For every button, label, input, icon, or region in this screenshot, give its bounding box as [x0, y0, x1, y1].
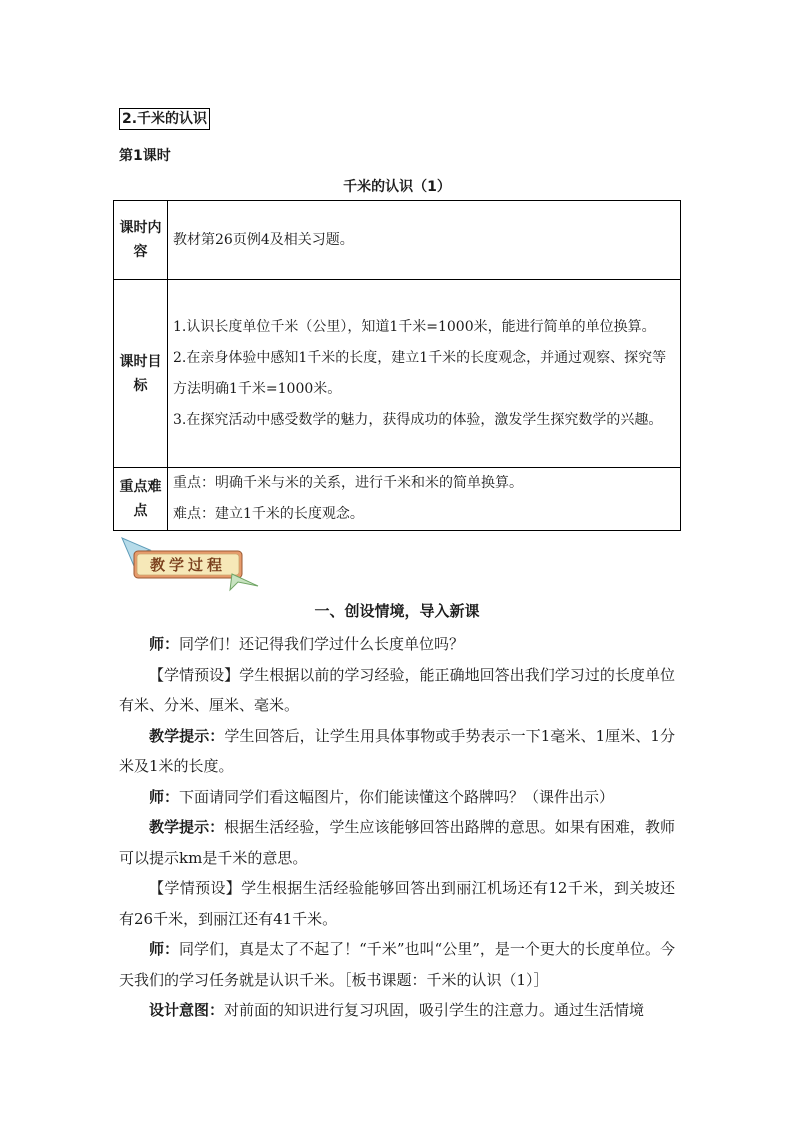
- table-title: 千米的认识（1）: [343, 179, 451, 195]
- paragraph-label: 师：: [149, 787, 180, 806]
- difficult-point: 难点：建立1千米的长度观念。: [173, 506, 364, 522]
- goal-item: 3.在探究活动中感受数学的魅力，获得成功的体验，激发学生探究数学的兴趣。: [173, 411, 663, 428]
- content-row: [114, 201, 681, 280]
- goal-item: 1.认识长度单位千米（公里），知道1千米=1000米，能进行简单的单位换算。: [173, 318, 656, 335]
- paragraph-text: 同学们，真是太了不起了！“千米”也叫“公里”，是一个更大的长度单位。今天我们的学习任务就是认识千米。［板书课题：千米的认识（1）］: [119, 940, 675, 989]
- content-text: 教材第26页例4及相关习题。: [168, 201, 681, 280]
- key-point: 重点：明确千米与米的关系，进行千米和米的简单换算。: [173, 475, 523, 491]
- goal-cell: [168, 280, 681, 468]
- paragraph: [119, 629, 675, 660]
- paragraph: [119, 782, 675, 813]
- paragraph-label: 【学情预设】: [149, 879, 242, 897]
- paragraph: [119, 812, 675, 873]
- banner-text: 教学过程: [149, 556, 227, 574]
- paragraph-label: 【学情预设】: [149, 665, 240, 684]
- paragraph: [119, 660, 675, 721]
- goal-row: [114, 280, 681, 468]
- paragraph-label: 教学提示：: [149, 726, 225, 745]
- lesson-label: 第1课时: [119, 148, 171, 164]
- paragraph-text: 学生回答后，让学生用具体事物或手势表示一下1毫米、1厘米、1分米及1米的长度。: [119, 726, 675, 775]
- teaching-process-banner: [120, 536, 260, 592]
- paragraph-text: 根据生活经验，学生应该能够回答出路牌的意思。如果有困难，教师可以提示km是千米的意思。: [119, 818, 675, 867]
- lesson-body: [119, 629, 675, 1026]
- content-label: 课时内容: [114, 201, 168, 280]
- paragraph: [119, 934, 675, 995]
- paragraph-text: 下面请同学们看这幅图片，你们能读懂这个路牌吗？（课件出示）: [179, 787, 615, 806]
- paragraph: [119, 721, 675, 782]
- paragraph-text: 学生根据生活经验能够回答出到丽江机场还有12千米，到关坡还有26千米，到丽江还有41千米。: [119, 879, 675, 928]
- paragraph-label: 教学提示：: [149, 818, 225, 836]
- paragraph-label: 设计意图：: [149, 1001, 225, 1019]
- key-label: 重点难点: [114, 468, 168, 531]
- goal-label: 课时目标: [114, 280, 168, 468]
- paragraph-text: 学生根据以前的学习经验，能正确地回答出我们学习过的长度单位有米、分米、厘米、毫米。: [119, 665, 675, 714]
- paragraph-label: 师：: [149, 940, 180, 958]
- paper-plane-icon: [230, 574, 258, 590]
- paragraph-label: 师：: [149, 635, 180, 653]
- paragraph: [119, 873, 675, 934]
- key-row: [114, 468, 681, 531]
- paragraph: [119, 995, 675, 1026]
- lesson-info-table: [113, 200, 681, 531]
- paragraph-text: 对前面的知识进行复习巩固，吸引学生的注意力。通过生活情境: [224, 1001, 645, 1019]
- heading-create-scenario: 一、创设情境，导入新课: [314, 602, 480, 620]
- paragraph-text: 同学们！还记得我们学过什么长度单位吗？: [179, 635, 465, 653]
- key-cell: [168, 468, 681, 531]
- section-title: 2.千米的认识: [119, 108, 210, 130]
- goal-item: 2.在亲身体验中感知1千米的长度，建立1千米的长度观念，并通过观察、探究等方法明确1千米=1000米。: [173, 349, 667, 397]
